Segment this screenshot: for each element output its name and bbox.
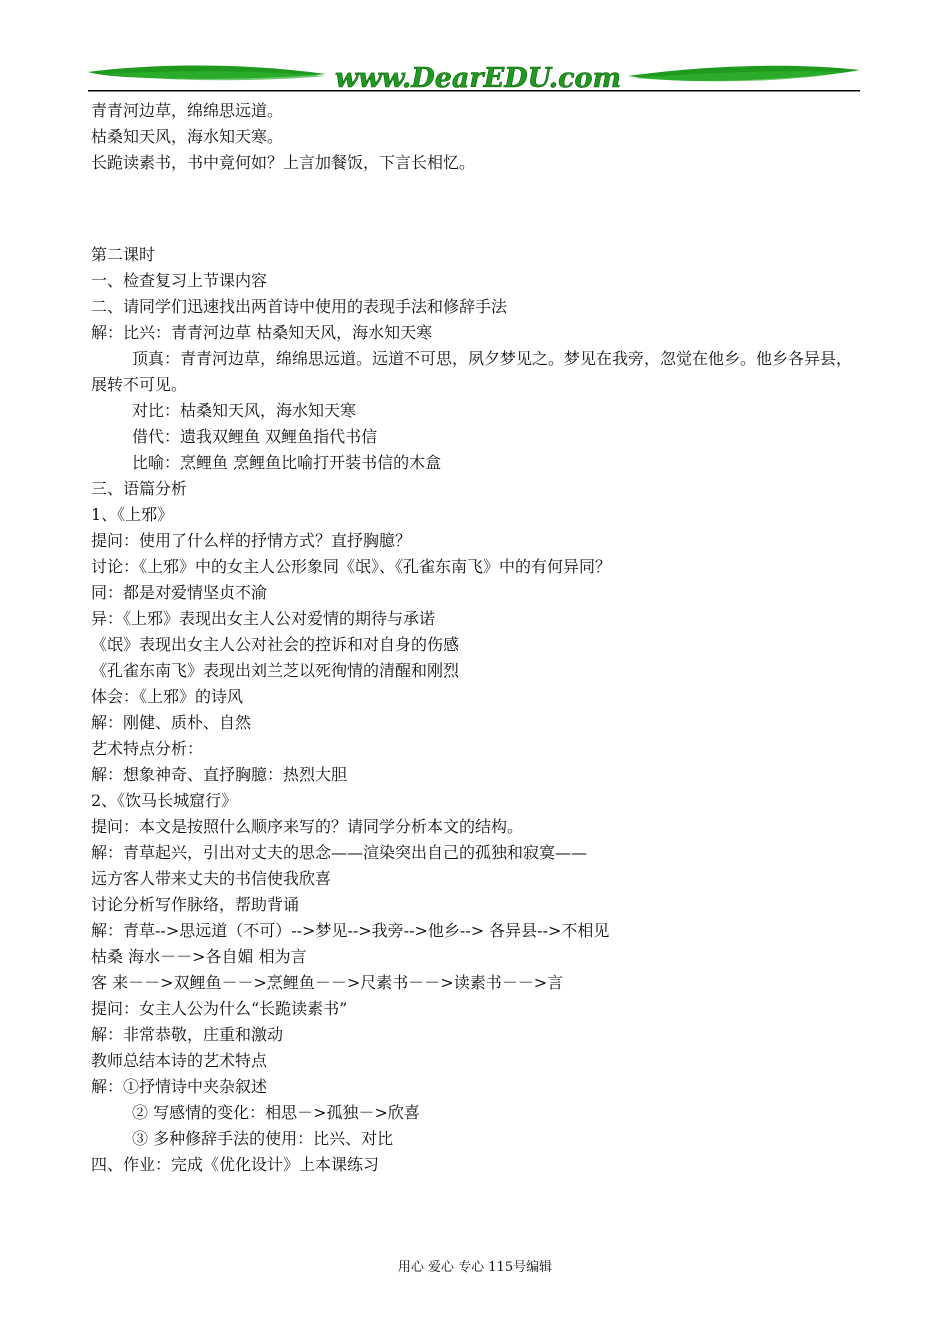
question-3: 提问：女主人公为什么“长跪读素书” xyxy=(91,999,348,1018)
page-header xyxy=(88,60,860,96)
answer-flow-3: 客 来－－>双鲤鱼－－>烹鲤鱼－－>尺素书－－>读素书－－>言 xyxy=(91,973,564,992)
answer-jiedai: 借代：遗我双鲤鱼 双鲤鱼指代书信 xyxy=(132,427,378,446)
step-three: 三、语篇分析 xyxy=(91,479,188,498)
header-banner xyxy=(88,60,860,96)
answer-flow-1: 解：青草-->思远道（不可）-->梦见-->我旁-->他乡--> 各异县-->不相见 xyxy=(91,921,610,940)
section-title-lesson-two: 第二课时 xyxy=(91,245,156,264)
summary-point-1: 解：①抒情诗中夹杂叙述 xyxy=(91,1077,268,1096)
question-2: 提问：本文是按照什么顺序来写的？请同学分析本文的结构。 xyxy=(91,817,524,836)
answer-dingzhen xyxy=(91,346,861,398)
art-analysis: 艺术特点分析： xyxy=(91,739,204,758)
page-footer: 用心 爱心 专心 115号编辑 xyxy=(397,1260,553,1275)
step-two: 二、请同学们迅速找出两首诗中使用的表现手法和修辞手法 xyxy=(91,297,508,316)
answer-respect: 解：非常恭敬，庄重和激动 xyxy=(91,1025,284,1044)
difference-2: 《氓》表现出女主人公对社会的控诉和对自身的伤感 xyxy=(91,635,460,654)
question-1: 提问：使用了什么样的抒情方式？直抒胸臆？ xyxy=(91,531,412,550)
discussion-2: 讨论分析写作脉络，帮助背诵 xyxy=(91,895,300,914)
difference-1: 异：《上邪》表现出女主人公对爱情的期待与承诺 xyxy=(91,609,436,628)
step-four-homework: 四、作业：完成《优化设计》上本课练习 xyxy=(91,1155,380,1174)
site-logo-text: www.DearEDU.com xyxy=(334,63,622,94)
similarity: 同：都是对爱情坚贞不渝 xyxy=(91,583,268,602)
answer-structure-2: 远方客人带来丈夫的书信使我欣喜 xyxy=(91,869,332,888)
answer-bixing: 解：比兴：青青河边草 枯桑知天风，海水知天寒 xyxy=(91,323,433,342)
subsection-yinma: 2、《饮马长城窟行》 xyxy=(91,791,238,810)
poem-line-3: 长跪读素书，书中竟何如？上言加餐饭，下言长相忆。 xyxy=(91,153,476,172)
summary-point-3: ③ 多种修辞手法的使用：比兴、对比 xyxy=(132,1129,394,1148)
document-body xyxy=(91,98,861,1178)
poem-line-1: 青青河边草，绵绵思远道。 xyxy=(91,101,284,120)
step-one: 一、检查复习上节课内容 xyxy=(91,271,268,290)
answer-structure-1: 解：青草起兴，引出对丈夫的思念——渲染突出自己的孤独和寂寞—— xyxy=(91,843,588,862)
answer-biyu: 比喻：烹鲤鱼 烹鲤鱼比喻打开装书信的木盒 xyxy=(132,453,442,472)
subsection-shangye: 1、《上邪》 xyxy=(91,505,174,524)
discussion-1: 讨论：《上邪》中的女主人公形象同《氓》、《孔雀东南飞》中的有何异同？ xyxy=(91,557,612,576)
answer-style: 解：刚健、质朴、自然 xyxy=(91,713,252,732)
answer-flow-2: 枯桑 海水－－>各自媚 相为言 xyxy=(91,947,307,966)
answer-dingzhen-text: 顶真：青青河边草，绵绵思远道。远道不可思，夙夕梦见之。梦见在我旁，忽觉在他乡。他乡各异县，展转不可见。 xyxy=(91,349,853,394)
summary-point-2: ② 写感情的变化：相思－>孤独－>欣喜 xyxy=(132,1103,420,1122)
answer-duibi: 对比：枯桑知天风，海水知天寒 xyxy=(132,401,357,420)
experience: 体会：《上邪》的诗风 xyxy=(91,687,244,706)
answer-art: 解：想象神奇、直抒胸臆：热烈大胆 xyxy=(91,765,348,784)
teacher-summary: 教师总结本诗的艺术特点 xyxy=(91,1051,268,1070)
poem-line-2: 枯桑知天风，海水知天寒。 xyxy=(91,127,284,146)
difference-3: 《孔雀东南飞》表现出刘兰芝以死徇情的清醒和刚烈 xyxy=(91,661,460,680)
